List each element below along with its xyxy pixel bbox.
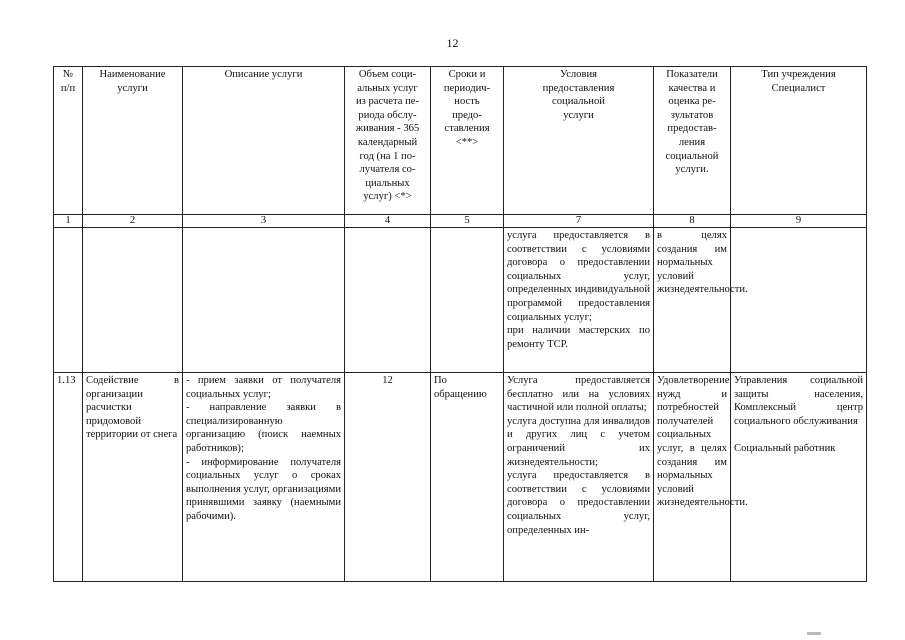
column-number: 7 (504, 215, 654, 228)
scan-mark (807, 632, 821, 635)
cell-number (54, 228, 83, 373)
column-number: 9 (731, 215, 867, 228)
cell-terms: По обращению (431, 373, 504, 582)
column-number: 8 (654, 215, 731, 228)
cell-conditions: Услуга предоставляется бесплатно или на условиях частичной или полной оплаты; услуга доступна для инвалидов и других лиц с учетом ограничений их жизнедеятельности; услуга предоставляется в соответствии с условиями договора о предоставлении социальных услуг, определенных ин- (504, 373, 654, 582)
column-number: 4 (345, 215, 431, 228)
cell-volume (345, 228, 431, 373)
header-col-conditions: Условия предоставления социальной услуги (504, 67, 654, 215)
cell-name (83, 228, 183, 373)
cell-institution (731, 228, 867, 373)
header-col-quality: Показатели качества и оценка ре- зультатов предостав- ления социальной услуги. (654, 67, 731, 215)
page-number: 12 (446, 36, 459, 50)
header-col-volume: Объем соци- альных услуг из расчета пе- риода обслу- живания - 365 календарный год (на 1 по- лучателя со- циальных услуг) <*> (345, 67, 431, 215)
cell-quality: Удовлетворение нужд и потребностей получателей социальных услуг, в целях создания им нормальных условий жизнедеятельности. (654, 373, 731, 582)
header-col-name: Наименование услуги (83, 67, 183, 215)
cell-description (183, 228, 345, 373)
column-numbering-row (54, 215, 867, 228)
cell-institution: Управления социальной защиты населения, Комплексный центр социального обслуживания Социальный работник (731, 373, 867, 582)
header-col-terms: Сроки и периодич- ность предо- ставления <**> (431, 67, 504, 215)
cell-quality: в целях создания им нормальных условий жизнедеятельности. (654, 228, 731, 373)
column-number: 3 (183, 215, 345, 228)
table-row (54, 228, 867, 373)
column-number: 2 (83, 215, 183, 228)
header-col-number: № п/п (54, 67, 83, 215)
column-number: 5 (431, 215, 504, 228)
cell-number: 1.13 (54, 373, 83, 582)
table-header-row (54, 67, 867, 215)
cell-conditions: услуга предоставляется в соответствии с условиями договора о предоставлении социальных услуг, определенных индивидуальной программой предоставления социальных услуг; при наличии мастерских по ремонту ТСР. (504, 228, 654, 373)
cell-name: Содействие в организации расчистки придомовой территории от снега (83, 373, 183, 582)
table-row (54, 373, 867, 582)
cell-description: - прием заявки от получателя социальных услуг; - направление заявки в специализированную организацию (поиск наемных работников); - информирование получателя социальных услуг о сроках выполнения услуг, организациями принявшими заявку (наемными рабочими). (183, 373, 345, 582)
cell-terms (431, 228, 504, 373)
services-table (53, 66, 867, 582)
cell-volume: 12 (345, 373, 431, 582)
header-col-institution: Тип учреждения Специалист (731, 67, 867, 215)
column-number: 1 (54, 215, 83, 228)
header-col-description: Описание услуги (183, 67, 345, 215)
